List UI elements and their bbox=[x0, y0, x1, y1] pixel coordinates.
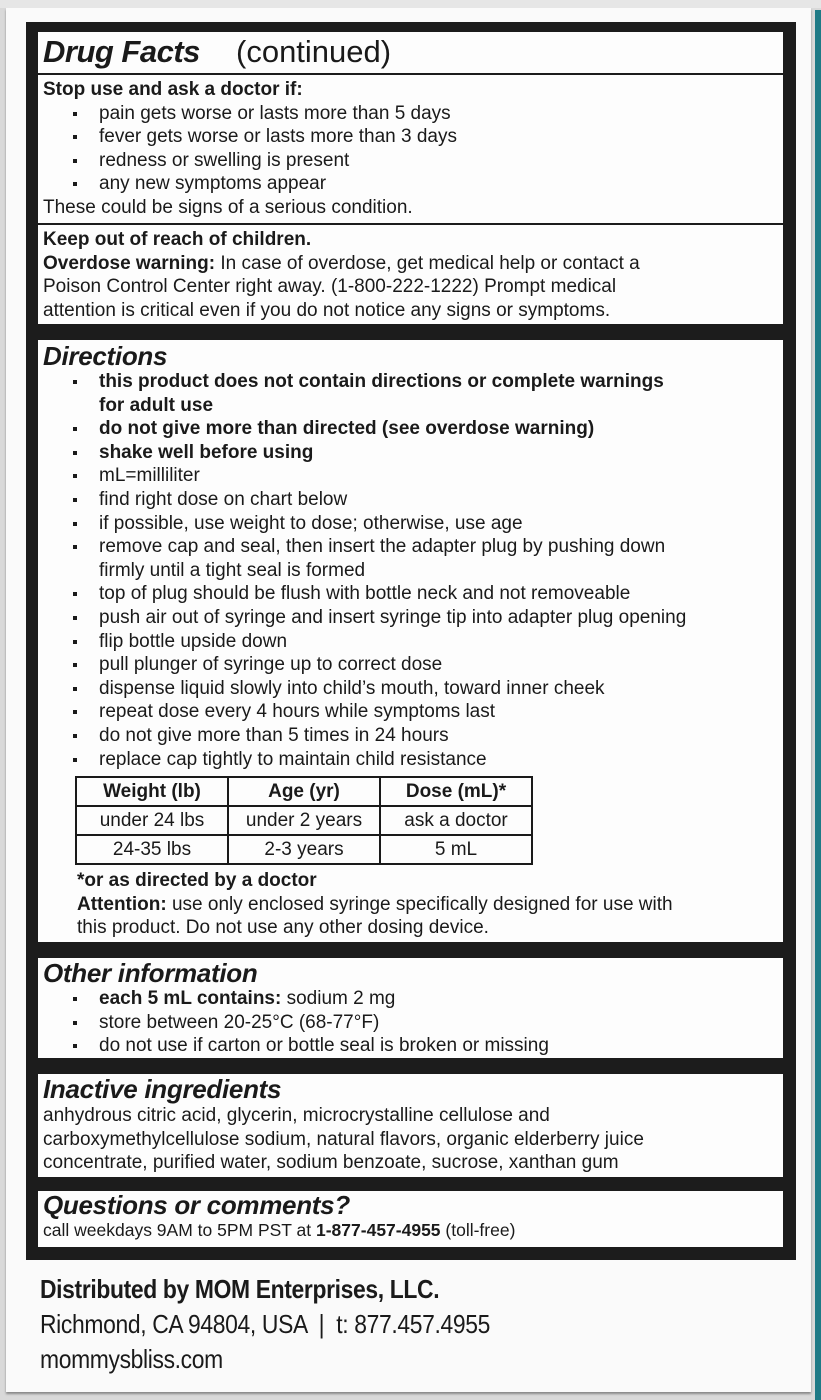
overdose-text: attention is critical even if you do not notice any signs or symptoms. bbox=[43, 299, 611, 321]
inactive-line: carboxymethylcellulose sodium, natural flavors, organic elderberry juice bbox=[43, 1128, 644, 1150]
title-rest: (continued) bbox=[236, 34, 392, 69]
direction-item: remove cap and seal, then insert the adapter plug by pushing down firmly until a tight seal is formed bbox=[43, 535, 686, 582]
direction-item: mL=milliliter bbox=[43, 464, 686, 488]
divider bbox=[38, 223, 783, 225]
table-header: Weight (lb) bbox=[76, 777, 228, 806]
inactive-line: concentrate, purified water, sodium benzoate, sucrose, xanthan gum bbox=[43, 1152, 619, 1174]
table-cell: 24-35 lbs bbox=[76, 835, 228, 864]
overdose-text: In case of overdose, get medical help or contact a bbox=[215, 252, 640, 274]
top-edge bbox=[0, 0, 821, 8]
table-header: Dose (mL)* bbox=[380, 777, 532, 806]
direction-item: shake well before using bbox=[43, 441, 686, 465]
stop-use-section bbox=[43, 78, 457, 220]
direction-item: pull plunger of syringe up to correct dose bbox=[43, 653, 686, 677]
other-info-heading: Other information bbox=[43, 958, 258, 988]
stop-use-note: These could be signs of a serious condition. bbox=[43, 196, 413, 218]
directions-notes bbox=[77, 869, 673, 940]
keep-out-section bbox=[43, 228, 640, 322]
attention-text: this product. Do not use any other dosing device. bbox=[77, 917, 489, 939]
questions-heading: Questions or comments? bbox=[43, 1190, 350, 1220]
other-info-box bbox=[38, 958, 783, 1058]
other-info-item: do not use if carton or bottle seal is broken or missing bbox=[43, 1034, 549, 1058]
other-info-item: each 5 mL contains: sodium 2 mg bbox=[43, 987, 549, 1011]
stop-use-item: redness or swelling is present bbox=[43, 149, 457, 173]
table-header: Age (yr) bbox=[228, 777, 380, 806]
directions-box bbox=[38, 340, 783, 942]
table-cell: 5 mL bbox=[380, 835, 532, 864]
table-cell: under 2 years bbox=[228, 806, 380, 835]
table-cell: 2-3 years bbox=[228, 835, 380, 864]
other-info-item: store between 20-25°C (68-77°F) bbox=[43, 1011, 549, 1035]
direction-item: find right dose on chart below bbox=[43, 488, 686, 512]
overdose-label: Overdose warning: bbox=[43, 252, 216, 274]
table-footnote: *or as directed by a doctor bbox=[77, 870, 317, 891]
dosing-table bbox=[75, 776, 533, 865]
inactive-text bbox=[43, 1104, 644, 1175]
stop-use-item: fever gets worse or lasts more than 3 days bbox=[43, 125, 457, 149]
address: Richmond, CA 94804, USA | t: 877.457.4955 bbox=[40, 1309, 490, 1339]
direction-item: push air out of syringe and insert syringe tip into adapter plug opening bbox=[43, 606, 686, 630]
title-bold: Drug Facts bbox=[43, 34, 200, 69]
table-header-row bbox=[76, 777, 532, 806]
website-link[interactable]: mommysbliss.com bbox=[40, 1344, 223, 1374]
directions-list bbox=[43, 370, 686, 771]
direction-item: flip bottle upside down bbox=[43, 630, 686, 654]
distributor: Distributed by MOM Enterprises, LLC. bbox=[40, 1274, 440, 1304]
directions-heading: Directions bbox=[43, 341, 168, 371]
inactive-heading: Inactive ingredients bbox=[43, 1074, 282, 1104]
stop-use-heading: Stop use and ask a doctor if: bbox=[43, 79, 303, 100]
inactive-line: anhydrous citric acid, glycerin, microcrystalline cellulose and bbox=[43, 1105, 550, 1126]
table-cell: ask a doctor bbox=[380, 806, 532, 835]
other-info-list bbox=[43, 987, 549, 1058]
direction-item: if possible, use weight to dose; otherwise, use age bbox=[43, 512, 686, 536]
attention-text: use only enclosed syringe specifically designed for use with bbox=[166, 893, 673, 915]
table-cell: under 24 lbs bbox=[76, 806, 228, 835]
table-row bbox=[76, 835, 532, 864]
toll-free-phone[interactable]: 1-877-457-4955 bbox=[316, 1220, 441, 1240]
direction-item: repeat dose every 4 hours while symptoms last bbox=[43, 700, 686, 724]
direction-item: dispense liquid slowly into child’s mouth, toward inner cheek bbox=[43, 677, 686, 701]
direction-item: this product does not contain directions or complete warnings for adult use bbox=[43, 370, 686, 417]
attention-label: Attention: bbox=[77, 893, 167, 915]
drug-facts-title bbox=[38, 32, 783, 75]
direction-item: do not give more than 5 times in 24 hours bbox=[43, 724, 686, 748]
overdose-text: Poison Control Center right away. (1-800-222-1222) Prompt medical bbox=[43, 276, 617, 298]
direction-item: replace cap tightly to maintain child resistance bbox=[43, 748, 686, 772]
keep-out-heading: Keep out of reach of children. bbox=[43, 229, 312, 250]
drug-facts-box-1 bbox=[38, 32, 783, 324]
questions-box bbox=[38, 1191, 783, 1247]
table-row bbox=[76, 806, 532, 835]
drug-facts-panel bbox=[26, 22, 796, 1260]
stop-use-item: any new symptoms appear bbox=[43, 172, 457, 196]
direction-item: top of plug should be flush with bottle neck and not removeable bbox=[43, 582, 686, 606]
inactive-box bbox=[38, 1074, 783, 1177]
direction-item: do not give more than directed (see overdose warning) bbox=[43, 417, 686, 441]
teal-edge bbox=[815, 10, 821, 1400]
questions-text: call weekdays 9AM to 5PM PST at 1-877-457-4955 (toll-free) bbox=[43, 1220, 516, 1240]
stop-use-item: pain gets worse or lasts more than 5 days bbox=[43, 102, 457, 126]
